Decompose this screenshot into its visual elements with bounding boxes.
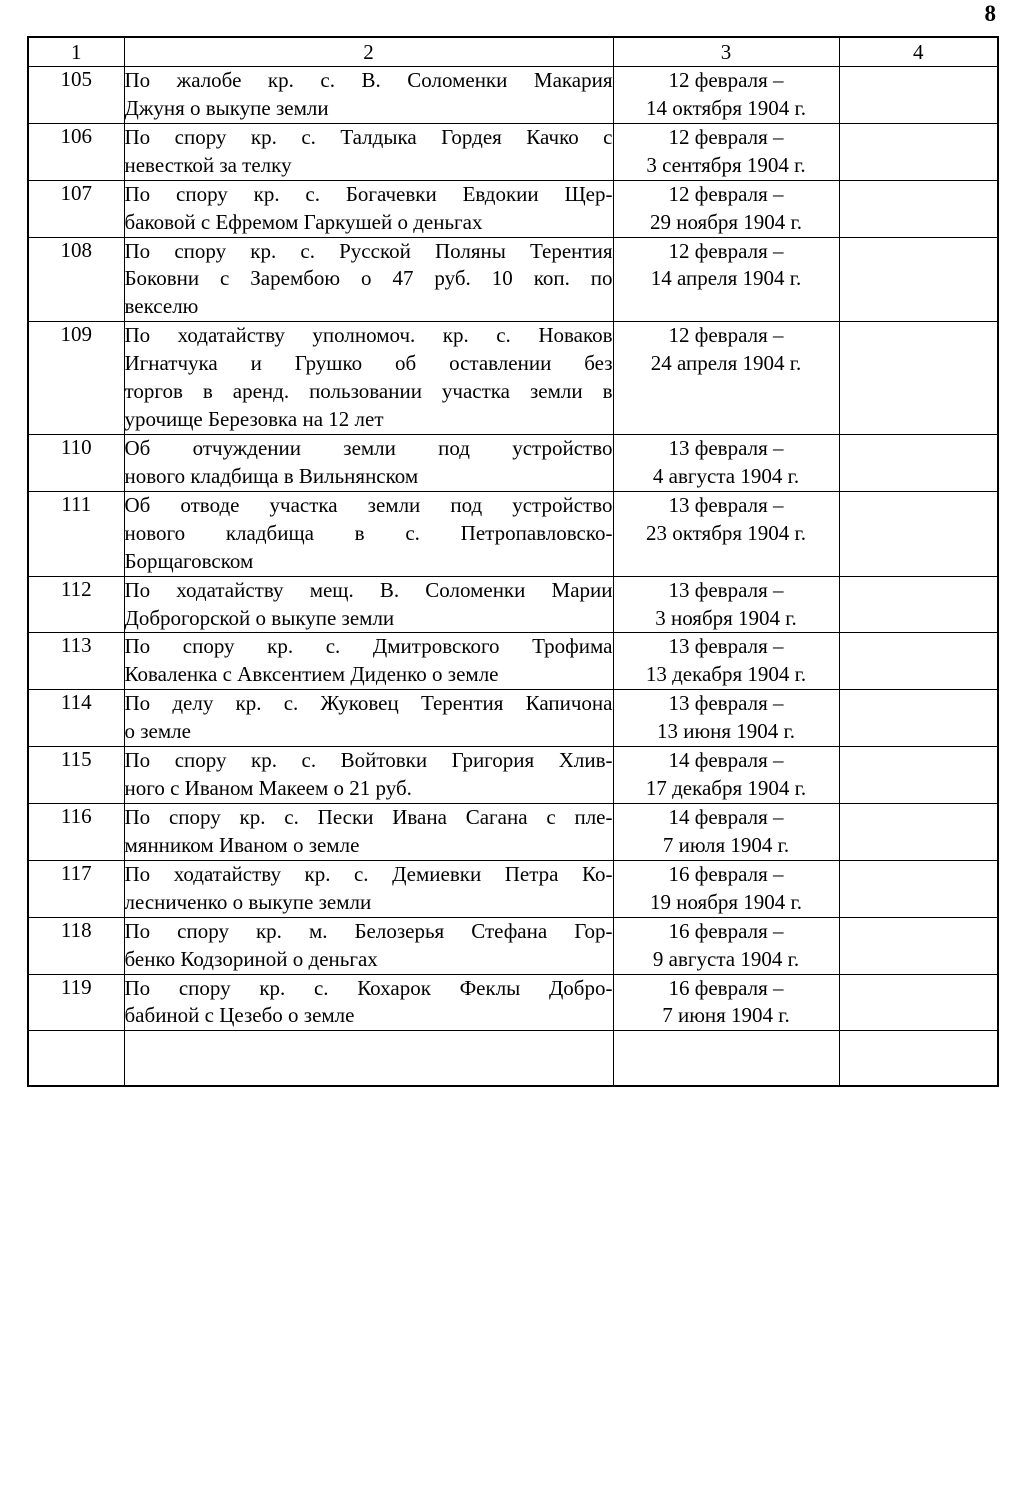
date-line: 14 февраля – [668, 748, 784, 773]
description-line: бенко Кодзориной о деньгах [124, 946, 378, 971]
cell-description [124, 974, 613, 1031]
date-line: 19 ноября 1904 г. [649, 889, 803, 914]
description-line: нового кладбища в Вильнянском [124, 463, 419, 488]
description-line: Борщаговском [124, 548, 254, 573]
cell-date-range [613, 123, 839, 180]
cell-note [839, 237, 998, 322]
description-line: Коваленка с Авксентием Диденко о земле [124, 662, 499, 687]
cell-description [124, 491, 613, 576]
date-line: 12 февраля – [668, 238, 784, 263]
cell-date-range [613, 917, 839, 974]
description-line: векселю [124, 294, 199, 319]
cell-note [839, 434, 998, 491]
cell-note [839, 491, 998, 576]
cell-case-number: 117 [28, 860, 124, 917]
description-line: По жалобе кр. с. В. Соломенки Макария [124, 68, 613, 92]
date-line: 16 февраля – [668, 918, 784, 943]
cell-note [839, 803, 998, 860]
description-line: лесниченко о выкупе земли [124, 889, 372, 914]
description-line: о земле [124, 719, 191, 744]
description-line: По делу кр. с. Жуковец Терентия Капичона [124, 691, 613, 716]
date-line: 17 декабря 1904 г. [645, 776, 807, 801]
date-line: 12 февраля – [668, 124, 784, 149]
cell-date-range [613, 180, 839, 237]
cell-case-number: 107 [28, 180, 124, 237]
date-line: 16 февраля – [668, 861, 784, 886]
table-row [28, 974, 998, 1031]
cell-date-range [613, 974, 839, 1031]
cell-case-number: 109 [28, 322, 124, 435]
cell-description [124, 690, 613, 747]
date-line: 14 октября 1904 г. [645, 95, 807, 120]
cell-note [839, 180, 998, 237]
description-line: баковой с Ефремом Гаркушей о деньгах [124, 209, 483, 234]
table-row [28, 917, 998, 974]
cell-date-range [613, 576, 839, 633]
cell-note [839, 690, 998, 747]
cell-description [124, 917, 613, 974]
date-line: 29 ноября 1904 г. [649, 209, 803, 234]
table-row [28, 180, 998, 237]
cell-date-range [613, 434, 839, 491]
spacer-cell [28, 1031, 124, 1087]
date-line: 13 февраля – [668, 634, 784, 659]
cell-description [124, 67, 613, 124]
date-line: 9 августа 1904 г. [652, 946, 800, 971]
table-row [28, 860, 998, 917]
spacer-cell [839, 1031, 998, 1087]
cell-case-number: 106 [28, 123, 124, 180]
description-line: Боковни с Зарембою о 47 руб. 10 коп. по [124, 266, 613, 291]
description-line: мянником Иваном о земле [124, 832, 360, 857]
date-line: 13 февраля – [668, 492, 784, 517]
cell-note [839, 917, 998, 974]
cell-case-number: 114 [28, 690, 124, 747]
cell-description [124, 803, 613, 860]
table-trailing-space [28, 1031, 998, 1087]
table-row [28, 434, 998, 491]
cell-description [124, 633, 613, 690]
description-line: торгов в аренд. пользовании участка земли в [124, 379, 613, 404]
date-line: 3 сентября 1904 г. [646, 152, 806, 177]
date-line: 4 августа 1904 г. [652, 463, 800, 488]
date-line: 14 апреля 1904 г. [650, 266, 802, 291]
date-line: 13 февраля – [668, 435, 784, 460]
date-line: 16 февраля – [668, 975, 784, 1000]
table-row [28, 237, 998, 322]
description-line: По спору кр. с. Дмитровского Трофима [124, 634, 613, 659]
cell-description [124, 434, 613, 491]
cell-case-number: 111 [28, 491, 124, 576]
description-line: По спору кр. с. Кохарок Феклы Добро- [124, 975, 613, 1000]
date-line: 23 октября 1904 г. [645, 520, 807, 545]
description-line: По спору кр. с. Русской Поляны Терентия [124, 238, 613, 263]
description-line: По спору кр. с. Богачевки Евдокии Щер- [124, 181, 613, 206]
description-line: По спору кр. с. Войтовки Григория Хлив- [124, 748, 613, 773]
cell-case-number: 105 [28, 67, 124, 124]
description-line: ного с Иваном Макеем о 21 руб. [124, 776, 412, 801]
cell-case-number: 118 [28, 917, 124, 974]
cell-note [839, 747, 998, 804]
cell-description [124, 237, 613, 322]
date-line: 7 июля 1904 г. [662, 832, 790, 857]
cell-date-range [613, 67, 839, 124]
cell-date-range [613, 322, 839, 435]
date-line: 14 февраля – [668, 804, 784, 829]
description-line: По ходатайству уполномоч. кр. с. Новаков [124, 323, 613, 348]
cell-note [839, 860, 998, 917]
column-header-4: 4 [839, 37, 998, 67]
cell-case-number: 113 [28, 633, 124, 690]
date-line: 13 февраля – [668, 691, 784, 716]
table-header [28, 37, 998, 67]
description-line: Об отводе участка земли под устройство [124, 492, 613, 517]
register-table [27, 36, 999, 1087]
cell-date-range [613, 860, 839, 917]
description-line: По спору кр. с. Пески Ивана Сагана с пле- [124, 804, 613, 829]
table-body [28, 67, 998, 1087]
date-line: 24 апреля 1904 г. [650, 351, 802, 376]
column-header-1: 1 [28, 37, 124, 67]
table-row [28, 690, 998, 747]
cell-note [839, 633, 998, 690]
cell-note [839, 974, 998, 1031]
cell-case-number: 112 [28, 576, 124, 633]
cell-description [124, 180, 613, 237]
cell-note [839, 322, 998, 435]
cell-note [839, 67, 998, 124]
cell-description [124, 576, 613, 633]
date-line: 12 февраля – [668, 181, 784, 206]
table-row [28, 322, 998, 435]
date-line: 13 февраля – [668, 577, 784, 602]
cell-date-range [613, 747, 839, 804]
cell-case-number: 119 [28, 974, 124, 1031]
cell-case-number: 110 [28, 434, 124, 491]
spacer-cell [124, 1031, 613, 1087]
date-line: 13 декабря 1904 г. [645, 662, 807, 687]
cell-case-number: 116 [28, 803, 124, 860]
cell-note [839, 576, 998, 633]
cell-case-number: 108 [28, 237, 124, 322]
description-line: нового кладбища в с. Петропавловско- [124, 520, 613, 545]
date-line: 12 февраля – [668, 323, 784, 348]
description-line: По спору кр. м. Белозерья Стефана Гор- [124, 918, 613, 943]
cell-description [124, 747, 613, 804]
table-row [28, 803, 998, 860]
column-header-3: 3 [613, 37, 839, 67]
cell-description [124, 123, 613, 180]
description-line: урочище Березовка на 12 лет [124, 407, 384, 432]
spacer-cell [613, 1031, 839, 1087]
cell-date-range [613, 690, 839, 747]
table-row [28, 491, 998, 576]
table-row [28, 633, 998, 690]
description-line: По ходатайству мещ. В. Соломенки Марии [124, 577, 613, 602]
table-row [28, 67, 998, 124]
cell-case-number: 115 [28, 747, 124, 804]
table-header-row [28, 37, 998, 67]
cell-date-range [613, 237, 839, 322]
cell-note [839, 123, 998, 180]
table-row [28, 123, 998, 180]
description-line: По спору кр. с. Талдыка Гордея Качко с [124, 124, 613, 149]
date-line: 13 июня 1904 г. [656, 719, 796, 744]
cell-description [124, 322, 613, 435]
description-line: Джуня о выкупе земли [124, 95, 329, 120]
description-line: бабиной с Цезебо о земле [124, 1003, 355, 1028]
date-line: 7 июня 1904 г. [662, 1003, 790, 1028]
description-line: Доброгорской о выкупе земли [124, 605, 395, 630]
date-line: 3 ноября 1904 г. [655, 605, 797, 630]
cell-description [124, 860, 613, 917]
cell-date-range [613, 803, 839, 860]
cell-date-range [613, 491, 839, 576]
description-line: невесткой за телку [124, 152, 292, 177]
date-line: 12 февраля – [668, 68, 784, 92]
page-number: 8 [984, 1, 996, 26]
description-line: Об отчуждении земли под устройство [124, 435, 613, 460]
description-line: По ходатайству кр. с. Демиевки Петра Ко- [124, 861, 613, 886]
table-row [28, 576, 998, 633]
column-header-2: 2 [124, 37, 613, 67]
cell-date-range [613, 633, 839, 690]
description-line: Игнатчука и Грушко об оставлении без [124, 351, 613, 376]
table-row [28, 747, 998, 804]
